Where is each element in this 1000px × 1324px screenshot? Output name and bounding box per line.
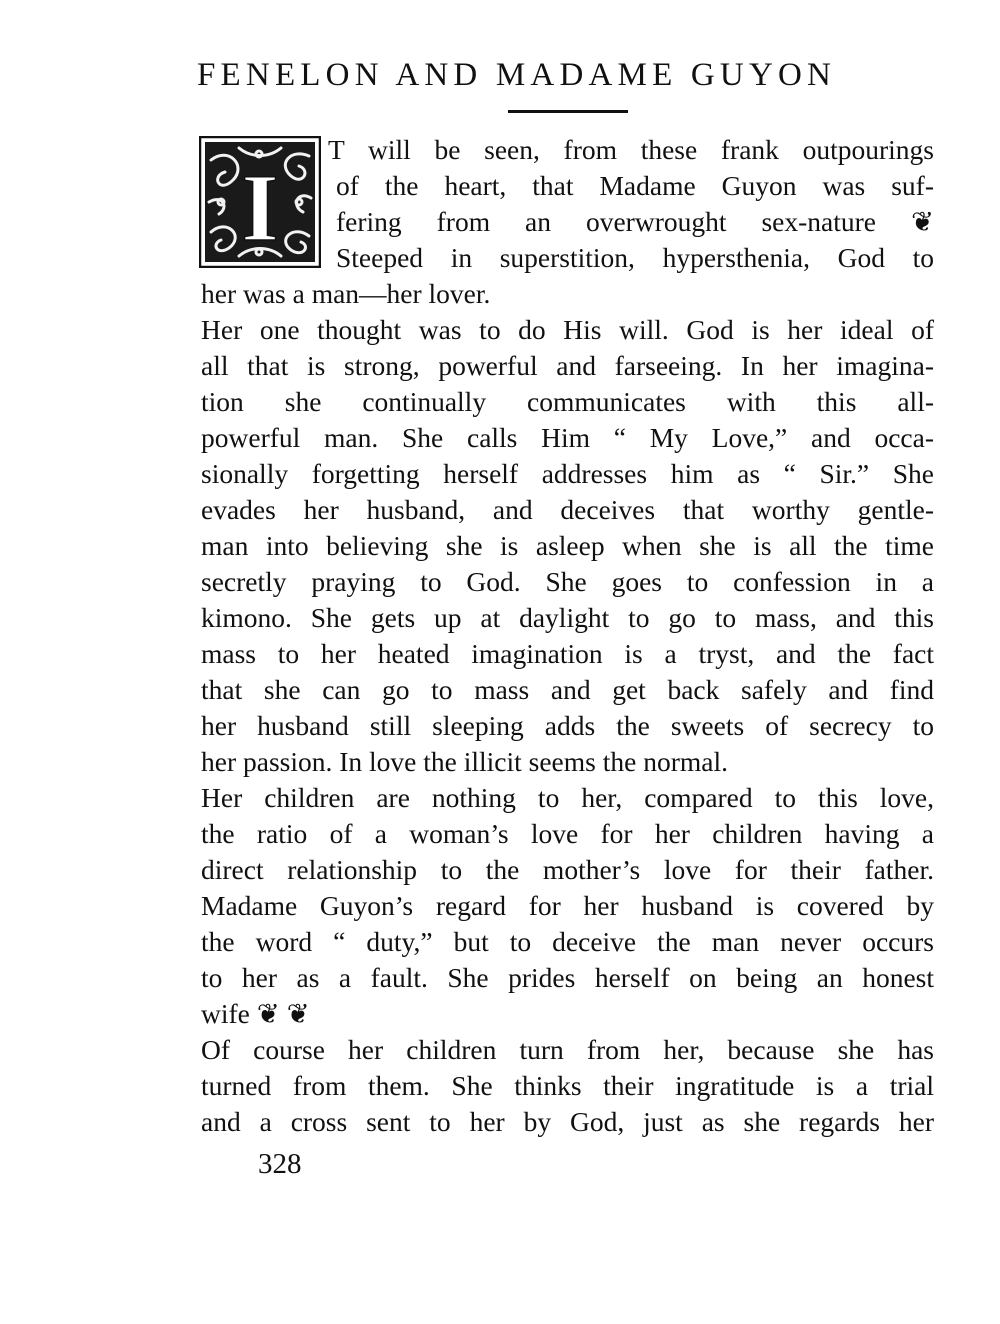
text-line: man into believing she is asleep when she is all the time xyxy=(201,530,934,561)
text-line: secretly praying to God. She goes to confession in a xyxy=(201,566,934,597)
text-line: Her children are nothing to her, compared to this love, xyxy=(201,782,934,813)
text-line: her passion. In love the illicit seems the normal. xyxy=(201,746,728,777)
text-line: Steeped in superstition, hypersthenia, God to xyxy=(336,242,934,273)
text-line: that she can go to mass and get back safely and find xyxy=(201,674,934,705)
text-line: her husband still sleeping adds the sweets of secrecy to xyxy=(201,710,934,741)
text-line: the ratio of a woman’s love for her children having a xyxy=(201,818,934,849)
text-line: evades her husband, and deceives that worthy gentle- xyxy=(201,494,934,525)
running-head: FENELON AND MADAME GUYON xyxy=(197,57,837,93)
text-line: direct relationship to the mother’s love for their father. xyxy=(201,854,934,885)
page-number: 328 xyxy=(258,1148,302,1180)
text-line: the word “ duty,” but to deceive the man never occurs xyxy=(201,926,934,957)
header-rule xyxy=(508,110,628,113)
text-line: her was a man—her lover. xyxy=(201,278,491,309)
text-line: and a cross sent to her by God, just as she regards her xyxy=(201,1106,934,1137)
text-line: T will be seen, from these frank outpourings xyxy=(328,134,934,165)
text-line: Of course her children turn from her, because she has xyxy=(201,1034,934,1065)
text-line: mass to her heated imagination is a tryst, and the fact xyxy=(201,638,934,669)
initial-letter: I xyxy=(241,154,279,261)
decorated-initial xyxy=(199,136,321,268)
text-line: turned from them. She thinks their ingratitude is a trial xyxy=(201,1070,934,1101)
text-line: kimono. She gets up at daylight to go to mass, and this xyxy=(201,602,934,633)
text-line: all that is strong, powerful and farseeing. In her imagina- xyxy=(201,350,934,381)
text-line: wife ❦ ❦ xyxy=(201,998,310,1029)
text-line: powerful man. She calls Him “ My Love,” and occa- xyxy=(201,422,934,453)
text-line: sionally forgetting herself addresses him as “ Sir.” She xyxy=(201,458,934,489)
text-line: to her as a fault. She prides herself on being an honest xyxy=(201,962,934,993)
text-line: fering from an overwrought sex-nature ❦ xyxy=(336,206,934,237)
text-line: Her one thought was to do His will. God is her ideal of xyxy=(201,314,934,345)
text-line: of the heart, that Madame Guyon was suf- xyxy=(336,170,934,201)
text-line: tion she continually communicates with this all- xyxy=(201,386,934,417)
text-line: Madame Guyon’s regard for her husband is covered by xyxy=(201,890,934,921)
